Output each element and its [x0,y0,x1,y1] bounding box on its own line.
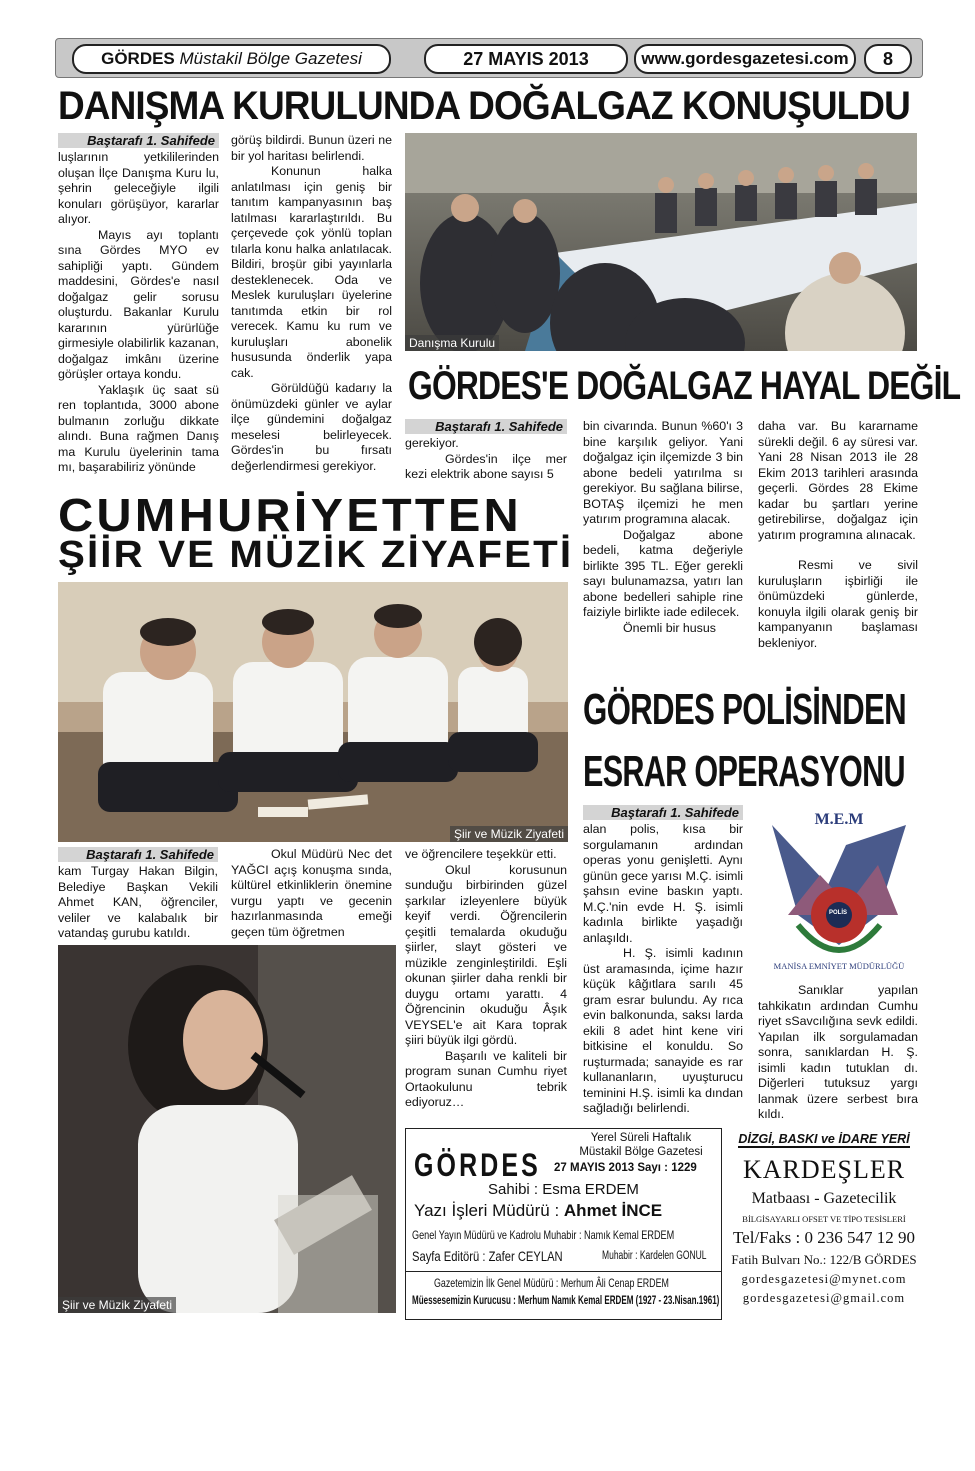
paragraph: Önemli bir husus [623,620,716,635]
continued-label: Baştarafı 1. Sahifede [583,805,743,820]
logo-badge-text: POLİS [829,910,848,916]
issue-date: 27 MAYIS 2013 [424,44,628,74]
printer-email2[interactable]: gordesgazetesi@gmail.com [742,1291,906,1305]
website-link[interactable]: www.gordesgazetesi.com [634,44,856,74]
paragraph: kam Turgay Hakan Bilgin, Belediye Başkan Vekili Ahmet KAN, öğrenciler, veliler ve kalabalık bir vatandaş gurubu katıldı. [58,864,218,940]
paragraph: Okul korusunun sunduğu birbirinden güzel şarkılar izleyenlere büyük keyif verdi. Öğrencilerin çeşitli temalarda okuduğu şiirler, slayt gösteri ve müzikle zenginleştirildi. Eşli okunan şiirler daha renkli bir duygu ortamı yarattı. 4 Öğrencinin okuduğu Âşık VEYSEL'e ait Kara toprak şiiri büyük ilgi gördü. [405,862,567,1047]
masthead-tagline2: Müstakil Bölge Gazetesi [579,1146,703,1158]
page-header [55,38,923,78]
paragraph: daha var. Bu kararname sürekli değil. 6 ay süresi var. Yani 28 Nisan 2013 ile 28 Ekim 2013 tarihleri arasında geçerli. Gördes 28 Ekime kadar bu şartları yerine getirebilirse, doğalgaz için yatırım programına alınacak. [758,419,918,542]
masthead-title: GÖRDES [414,1147,541,1183]
editor-name: Ahmet İNCE [563,1201,663,1220]
paragraph: gerekiyor. [405,436,459,450]
masthead-page-editor: Sayfa Editörü : Zafer CEYLAN [412,1248,563,1264]
paragraph: bin civarında. Bunun %60'ı 3 bine karşılık geliyor. Yani doğalgaz için ilçemizde 3 bin abone bedeli yatırılma sı gerekiyor. Bu sağlana bilirse, BOTAŞ ilçemizi he men yatırım programına alacak. [583,419,743,526]
continued-label: Baştarafı 1. Sahifede [405,419,567,434]
continued-label: Baştarafı 1. Sahifede [58,133,219,148]
paragraph: Mayıs ayı toplantı sına Gördes MYO ev sahipliği yaptı. Gündem maddesini, Gördes'e nasıl doğalgaz gelir sorusu oluşturdu. Bakanlar Kurulu kararının yürürlüğe girmesiyle olabilirlik kazanan, doğalgaz imkânı üzerine görüşler ortaya kondu. [58,227,219,381]
masthead-divider [406,1271,721,1272]
article2-col2 [583,419,743,636]
photo-caption: Şiir ve Müzik Ziyafeti [450,826,568,842]
editor-label: Yazı İşleri Müdürü : [414,1201,564,1220]
photo-girl-singing [58,945,396,1313]
article2-col3 [758,419,918,651]
article1-col1 [58,133,219,476]
headline-siir-muzik: ŞİİR VE MÜZİK ZİYAFETİ [58,534,574,576]
police-logo [758,805,920,980]
printer-address: Fatih Bulvarı No.: 122/B GÖRDES [731,1252,917,1267]
masthead-owner: Sahibi : Esma ERDEM [488,1181,639,1198]
brand-subtitle: Müstakil Bölge Gazetesi [179,49,362,68]
photo-students [58,582,568,842]
masthead-general-manager: Genel Yayın Müdürü ve Kadrolu Muhabir : Namık Kemal ERDEM [412,1228,675,1242]
masthead-box [405,1128,722,1320]
printer-heading: DİZGİ, BASKI ve İDARE YERİ [738,1132,910,1146]
paragraph: Başarılı ve kaliteli bir program sunan Cumhu riyet Ortaokulunu tebrik ediyoruz… [405,1048,567,1109]
photo-caption: Danışma Kurulu [405,335,499,351]
paragraph: Okul Müdürü Nec det YAĞCI açış konuşma sında, kültürel etkinliklerin önemine vurgu yaptı ve gecenin hazırlanmasında emeği geçen tüm öğretmen [231,847,392,939]
paragraph: Görüldüğü kadarıy la önümüzdeki günler ve aylar ilçe gündemini doğalgaz meselesi belirleyecek. Gördes'in bu fırsatı değerlendirmesi gerekiyor. [231,381,392,473]
masthead-memorial2: Müessesemizin Kurucusu : Merhum Namık Kemal ERDEM (1927 - 23.Nisan.1961) [412,1295,720,1307]
logo-top-text: M.E.M [814,811,864,828]
article4-col2 [758,983,918,1123]
brand-name: GÖRDES [101,49,175,68]
paragraph: Konunun halka anlatılması için geniş bir tanıtım kampanyasının baş latılması kararlaştırıldı. Bu çerçevede çok yönlü toplan tılarla konu halka anlatılacak. Bildiri, broşür gibi yayınlarla desteklenecek. Oda ve Meslek kuruluşları üyelerine tanıtımda etkin bir rol verecek. Kamu ku rum ve kuruluşları abonelik hususunda önderlik yapa cak. [231,164,392,380]
paragraph: Doğalgaz abone bedeli, katma değeriyle birlikte 395 TL. Eğer gerekli sayı bulunamazsa, yatırı lan abone bedelleri sahiple rine faiziyle birlikte iade edilecek. [583,527,743,619]
masthead-memorial1: Gazetemizin İlk Genel Müdürü : Merhum Âli Cenap ERDEM [434,1276,669,1290]
students-photo-image [58,582,568,842]
headline-danisma: DANIŞMA KURULUNDA DOĞALGAZ KONUŞULDU [58,84,910,128]
printer-subname: Matbaası - Gazetecilik [751,1190,897,1207]
photo-caption: Şiir ve Müzik Ziyafeti [58,1297,176,1313]
article2-col1 [405,419,567,483]
girl-photo-image [58,945,396,1313]
headline-cumhuriyet: CUMHURİYETTEN [58,489,522,541]
article1-col2 [231,133,392,474]
masthead-reporter: Muhabir : Kardelen GÖNÜL [602,1250,707,1262]
paragraph: alan polis, kısa bir sorgulamanın ardından operas yonu genişletti. Aynı günün gece yarısı M.Ç. isimli şahsın evine baskın yaptı. M.Ç.'nin evde H. Ş. isimli kadınla birlikte yaşadığı anlaşıldı. [583,822,743,945]
paragraph: Resmi ve sivil kuruluşların işbirliği ile önümüzdeki günlerde, konuyla ilgili olarak geniş bir kampanyanın başlaması bekleniyor. [758,558,918,650]
photo-meeting [405,133,917,351]
continued-label: Baştarafı 1. Sahifede [58,847,218,862]
headline-hayal: GÖRDES'E DOĞALGAZ HAYAL DEĞİL [408,364,961,408]
masthead-editor [414,1201,719,1221]
article3-col3 [405,847,567,1111]
article3-col2 [231,847,392,940]
printer-email1[interactable]: gordesgazetesi@mynet.com [741,1272,907,1286]
masthead-tagline1: Yerel Süreli Haftalık [590,1132,692,1144]
emniyet-logo-icon [758,805,920,980]
article3-col1 [58,847,218,942]
paragraph: ve öğrencilere teşekkür etti. [405,847,557,861]
meeting-photo-image [405,133,917,351]
paragraph: Sanıklar yapılan tahkikatın ardından Cumhu riyet sSavcılığına sevk edildi. Yapılan ilk sorgulamadan sonra, sanıklardan H. Ş. isimli kadın tutuklan dı. Diğerleri tutuksuz yargı lanmak üzere serbest bıra kıldı. [758,983,918,1121]
page-number: 8 [864,44,912,74]
article4-col1 [583,805,743,1117]
paragraph: luşlarının yetkililerinden oluşan İlçe Danışma Kuru lu, şehrin geleceğiyle ilgili konuları görüşüyor, kararlar alıyor. [58,150,219,226]
headline-esrar: ESRAR OPERASYONU [583,747,905,796]
printer-services: BİLGİSAYARLI OFSET VE TİPO TESİSLERİ [742,1214,906,1224]
paragraph: Gördes'in ilçe mer kezi elektrik abone sayısı 5 [405,451,567,481]
printer-name: KARDEŞLER [742,1155,906,1184]
logo-bottom-text: MANİSA EMNİYET MÜDÜRLÜĞÜ [773,961,905,971]
paragraph: Yaklaşık üç saat sü ren toplantıda, 3000 abone bulmanın zorluğu dikkate alındı. Buna rağmen Danış ma Kurulu üyelerinin tama mı, başarabiliriz yönünde [58,382,219,474]
masthead-date-issue: 27 MAYIS 2013 Sayı : 1229 [554,1162,697,1174]
headline-polis: GÖRDES POLİSİNDEN [583,685,906,734]
paragraph: H. Ş. isimli kadının üst aramasında, içime hazır küçük kâğıtlara sarılı 45 gram esrar bulundu. Ay rıca evin balkonunda, saksı larda ekili 8 adet hint kene viri bitkisine el konuldu. So ruşturmada; sanayide es rar kullananların, uyuşturucu teminini H.Ş. isimli ka dından sağladığı belirlendi. [583,946,743,1115]
brand-pill [72,44,391,74]
printer-phone: Tel/Faks : 0 236 547 12 90 [732,1228,916,1247]
paragraph: görüş bildirdi. Bunun üzeri ne bir yol haritası belirlendi. [231,133,392,163]
